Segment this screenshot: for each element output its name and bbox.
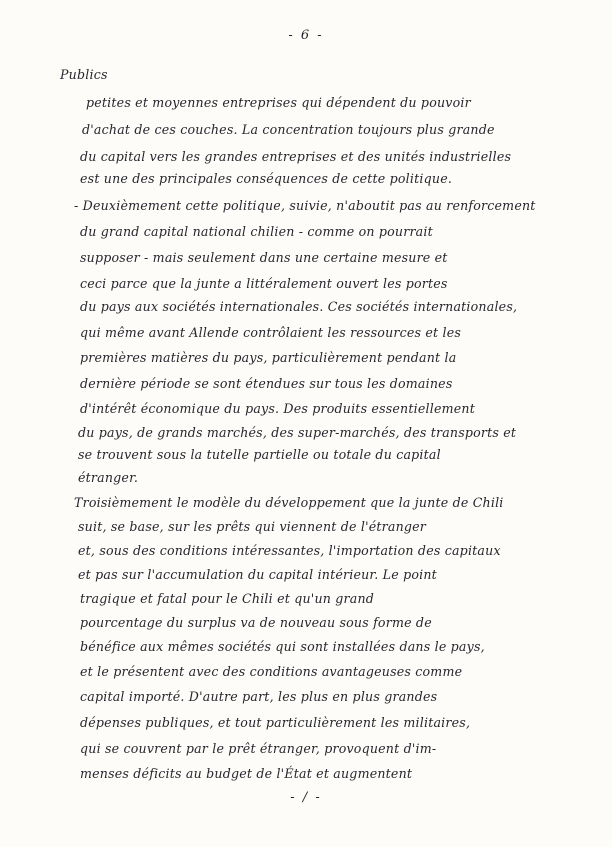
text-line: Troisièmement le modèle du développement que la junte de Chili — [74, 495, 504, 510]
text-line: supposer - mais seulement dans une certaine mesure et — [80, 250, 448, 265]
text-line: étranger. — [78, 470, 139, 485]
text-line: menses déficits au budget de l'État et augmentent — [80, 766, 413, 781]
text-line: dernière période se sont étendues sur tous les domaines — [80, 376, 453, 391]
page-number: - 6 - — [288, 28, 324, 43]
text-line: bénéfice aux mêmes sociétés qui sont installées dans le pays, — [80, 639, 485, 654]
text-line: du capital vers les grandes entreprises et des unités industrielles — [80, 149, 512, 164]
text-line: premières matières du pays, particulièrement pendant la — [80, 350, 457, 365]
text-line: qui même avant Allende contrôlaient les ressources et les — [80, 325, 462, 340]
text-line: du pays, de grands marchés, des super-marchés, des transports et — [78, 425, 517, 440]
text-line: du pays aux sociétés internationales. Ces sociétés internationales, — [80, 299, 518, 314]
text-line: d'achat de ces couches. La concentration toujours plus grande — [82, 122, 495, 137]
text-line: petites et moyennes entreprises qui dépendent du pouvoir — [86, 95, 471, 110]
text-line: et pas sur l'accumulation du capital intérieur. Le point — [78, 567, 437, 582]
text-line: - Deuxièmement cette politique, suivie, n'aboutit pas au renforcement — [74, 198, 536, 213]
text-line: ceci parce que la junte a littéralement ouvert les portes — [80, 276, 448, 291]
text-line: d'intérêt économique du pays. Des produits essentiellement — [80, 401, 475, 416]
text-line: suit, se base, sur les prêts qui viennent de l'étranger — [78, 519, 427, 534]
text-line: Publics — [60, 67, 108, 82]
text-line: capital importé. D'autre part, les plus en plus grandes — [80, 689, 438, 704]
text-line: tragique et fatal pour le Chili et qu'un grand — [80, 591, 375, 606]
text-line: se trouvent sous la tutelle partielle ou totale du capital — [78, 447, 441, 462]
text-line: est une des principales conséquences de cette politique. — [80, 171, 453, 186]
text-line: qui se couvrent par le prêt étranger, provoquent d'im- — [80, 741, 437, 756]
text-line: pourcentage du surplus va de nouveau sous forme de — [80, 615, 432, 630]
text-line: et, sous des conditions intéressantes, l'importation des capitaux — [78, 543, 501, 558]
text-line: du grand capital national chilien - comme on pourrait — [80, 224, 433, 239]
text-line: dépenses publiques, et tout particulièrement les militaires, — [80, 715, 471, 730]
bottom-page-mark: - / - — [290, 790, 322, 805]
text-line: et le présentent avec des conditions avantageuses comme — [80, 664, 463, 679]
